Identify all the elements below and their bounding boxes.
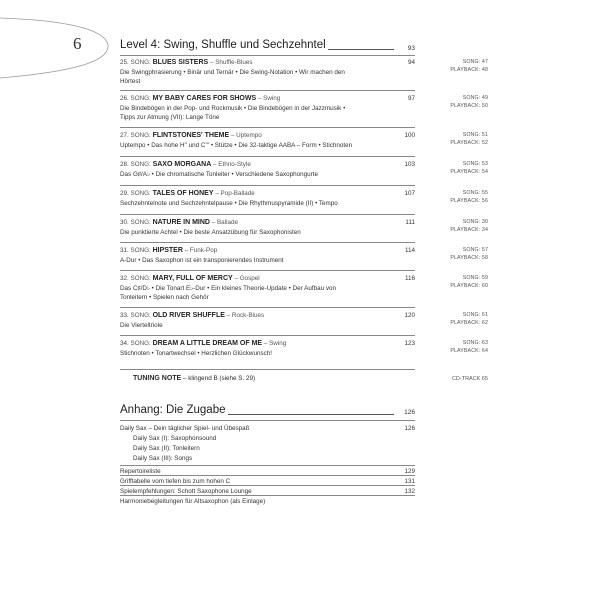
song-title-line — [120, 311, 415, 321]
song-style: – Swing — [257, 95, 281, 102]
song-style: – Pop-Ballade — [215, 190, 255, 197]
appendix-row-text: Daily Sax – Dein täglicher Spiel- und Übespaß — [120, 425, 250, 432]
song-page: 111 — [405, 219, 415, 226]
song-entry — [120, 58, 415, 87]
song-number: 27. — [120, 132, 129, 139]
song-style: – Shuffle-Blues — [209, 59, 253, 66]
separator — [120, 369, 415, 370]
song-track-numbers — [440, 312, 488, 327]
song-page: 116 — [404, 275, 415, 282]
song-topics: Hörtest — [120, 78, 141, 85]
song-track: SONG: 53 — [462, 161, 488, 167]
separator — [120, 420, 415, 421]
song-title: BLUES SISTERS — [152, 59, 209, 66]
appendix-row-page: 129 — [404, 468, 415, 475]
appendix-row — [133, 434, 415, 443]
song-label: SONG: — [130, 275, 151, 282]
song-topics: Das C♯/D♭ • Die Tonart E♭-Dur • Ein kleines Theorie-Update • Der Aufbau von — [120, 284, 337, 292]
song-track: SONG: 47 — [462, 59, 488, 65]
song-title-line — [120, 94, 415, 104]
song-title-line — [120, 339, 415, 349]
song-style: – Ballade — [211, 219, 238, 226]
song-topics: Die Bindebögen in der Pop- und Rockmusik • Die Bindebögen in der Jazzmusik • — [120, 104, 346, 112]
song-page: 123 — [404, 340, 415, 347]
song-topics: A-Dur • Das Saxophon ist ein transponierendes Instrument — [120, 256, 284, 264]
song-title: FLINTSTONES' THEME — [152, 132, 230, 139]
playback-track: PLAYBACK: 50 — [450, 102, 488, 109]
appendix-row — [133, 454, 415, 463]
song-title: OLD RIVER SHUFFLE — [152, 312, 225, 319]
song-title-line — [120, 246, 415, 256]
song-track-numbers — [440, 161, 488, 176]
song-title-line — [120, 58, 415, 68]
song-style: – Swing — [263, 340, 287, 347]
song-topics: Die Vierteltriole — [120, 321, 163, 329]
song-topics: Tonleitern • Spielen nach Gehör — [120, 294, 209, 301]
appendix-row-page: 131 — [404, 478, 415, 485]
song-track-numbers — [440, 132, 488, 147]
appendix-heading: Anhang: Die Zugabe — [120, 404, 226, 416]
song-track: SONG: 51 — [462, 132, 488, 138]
song-entry — [120, 189, 415, 208]
song-topics: Tipps zur Atmung (VII): Lange Töne — [120, 114, 220, 121]
song-page: 120 — [404, 312, 415, 319]
song-page: 100 — [404, 132, 415, 139]
song-page: 97 — [407, 95, 415, 102]
appendix-row-text: Daily Sax (I): Saxophonsound — [133, 435, 217, 442]
appendix-row-text: Grifftabelle vom tiefen bis zum hohen C — [120, 478, 231, 485]
separator — [120, 90, 415, 91]
song-number: 32. — [120, 275, 129, 282]
song-title-line — [120, 160, 415, 170]
song-track-numbers — [440, 190, 488, 205]
song-topics: Stichnoten • Tonartwechsel • Herzlichen Glückwunsch! — [120, 349, 272, 357]
appendix-heading-rule — [228, 414, 394, 415]
song-track: SONG: 30 — [462, 219, 488, 225]
separator — [120, 156, 415, 157]
song-page: 114 — [404, 247, 415, 254]
song-title: NATURE IN MIND — [152, 219, 210, 226]
song-topics: Sechzehntelnote und Sechzehntelpause • Die Rhythmuspyramide (II) • Tempo — [120, 199, 338, 207]
song-title: MARY, FULL OF MERCY — [152, 275, 233, 282]
song-page: 103 — [404, 161, 415, 168]
playback-track: PLAYBACK: 54 — [450, 168, 488, 175]
song-number: 25. — [120, 59, 129, 66]
song-topics: Die punktierte Achtel • Die beste Ansatzübung für Saxophonisten — [120, 228, 301, 236]
song-entry — [120, 246, 415, 265]
song-label: SONG: — [130, 312, 151, 319]
appendix-row — [133, 444, 415, 453]
song-label: SONG: — [130, 95, 151, 102]
song-entry — [120, 274, 415, 303]
appendix-row-text: Daily Sax (III): Songs — [133, 455, 193, 462]
appendix-row-page: 132 — [404, 488, 415, 495]
song-topics: Uptempo • Das hohe H'' und C''' • Stütze • Die 32-taktige AABA – Form • Stichnoten — [120, 141, 353, 149]
song-label: SONG: — [130, 59, 151, 66]
playback-track: PLAYBACK: 48 — [450, 66, 488, 73]
song-track-numbers — [440, 95, 488, 110]
song-title: HIPSTER — [152, 247, 183, 254]
song-number: 28. — [120, 161, 129, 168]
song-label: SONG: — [130, 132, 151, 139]
song-track-numbers — [440, 275, 488, 290]
song-style: – Gospel — [234, 275, 260, 282]
song-label: SONG: — [130, 219, 151, 226]
appendix-row-text: Spielempfehlungen: Schott Saxophone Lounge — [120, 488, 252, 495]
song-title-line — [120, 218, 415, 228]
level-heading: Level 4: Swing, Shuffle und Sechzehntel — [120, 39, 326, 51]
page-corner-arc — [0, 0, 140, 110]
appendix-row — [120, 424, 415, 433]
playback-track: PLAYBACK: 60 — [450, 282, 488, 289]
playback-track: PLAYBACK: 52 — [450, 139, 488, 146]
page-number: 6 — [73, 34, 82, 53]
tuning-note-desc: – klingend B (siehe S. 29) — [182, 375, 256, 382]
song-label: SONG: — [130, 340, 151, 347]
song-track-numbers — [440, 340, 488, 355]
song-title: SAXO MORGANA — [152, 161, 212, 168]
song-entry — [120, 339, 415, 358]
song-style: – Funk-Pop — [184, 247, 218, 254]
song-number: 31. — [120, 247, 129, 254]
level-heading-page: 93 — [407, 45, 415, 52]
playback-track: PLAYBACK: 56 — [450, 197, 488, 204]
song-number: 29. — [120, 190, 129, 197]
song-title: TALES OF HONEY — [152, 190, 214, 197]
song-style: – Rock-Blues — [226, 312, 265, 319]
song-page: 94 — [407, 59, 415, 66]
song-track: SONG: 57 — [462, 247, 488, 253]
appendix-row-page: 126 — [404, 425, 415, 432]
song-page: 107 — [404, 190, 415, 197]
separator — [120, 495, 415, 496]
song-title-line — [120, 274, 415, 284]
song-title: MY BABY CARES FOR SHOWS — [152, 95, 257, 102]
appendix-row-text: Harmoniebegleitungen für Altsaxophon (als Einlage) — [120, 498, 266, 505]
song-label: SONG: — [130, 161, 151, 168]
song-label: SONG: — [130, 247, 151, 254]
tuning-cd-track: CD-TRACK 65 — [451, 376, 488, 382]
playback-track: PLAYBACK: 34 — [450, 226, 488, 233]
song-entry — [120, 311, 415, 330]
song-label: SONG: — [130, 190, 151, 197]
song-track: SONG: 55 — [462, 190, 488, 196]
playback-track: PLAYBACK: 64 — [450, 347, 488, 354]
song-title-line — [120, 189, 415, 199]
separator — [120, 465, 415, 466]
appendix-row — [120, 497, 415, 506]
playback-track: PLAYBACK: 58 — [450, 254, 488, 261]
song-entry — [120, 131, 415, 150]
separator — [120, 307, 415, 308]
tuning-note-entry — [133, 375, 255, 382]
separator — [120, 127, 415, 128]
song-topics: Das G♯/A♭ • Die chromatische Tonleiter • Verschiedene Saxophongurte — [120, 170, 319, 178]
appendix-row-text: Repertoireliste — [120, 468, 161, 475]
song-track-numbers — [440, 247, 488, 262]
song-title-line — [120, 131, 415, 141]
separator — [120, 242, 415, 243]
song-track-numbers — [440, 59, 488, 74]
song-track: SONG: 49 — [462, 95, 488, 101]
song-topics: Die Swingphrasierung • Binär und Ternär • Die Swing-Notation • Wir machen den — [120, 68, 345, 76]
song-track: SONG: 61 — [462, 312, 488, 318]
song-entry — [120, 218, 415, 237]
separator — [120, 55, 415, 56]
song-title: DREAM A LITTLE DREAM OF ME — [152, 340, 263, 347]
separator — [120, 185, 415, 186]
song-number: 30. — [120, 219, 129, 226]
song-track: SONG: 59 — [462, 275, 488, 281]
song-style: – Uptempo — [230, 132, 262, 139]
tuning-note-title: TUNING NOTE — [133, 375, 182, 382]
level-heading-rule — [328, 49, 394, 50]
playback-track: PLAYBACK: 62 — [450, 319, 488, 326]
separator — [120, 335, 415, 336]
appendix-heading-page: 126 — [404, 409, 415, 416]
song-number: 34. — [120, 340, 129, 347]
song-style: – Ethno-Style — [213, 161, 251, 168]
song-entry — [120, 160, 415, 179]
song-number: 33. — [120, 312, 129, 319]
separator — [120, 475, 415, 476]
separator — [120, 214, 415, 215]
song-track: SONG: 63 — [462, 340, 488, 346]
song-number: 26. — [120, 95, 129, 102]
separator — [120, 270, 415, 271]
appendix-row-text: Daily Sax (II): Tonleitern — [133, 445, 200, 452]
separator — [120, 485, 415, 486]
song-track-numbers — [440, 219, 488, 234]
song-entry — [120, 94, 415, 123]
